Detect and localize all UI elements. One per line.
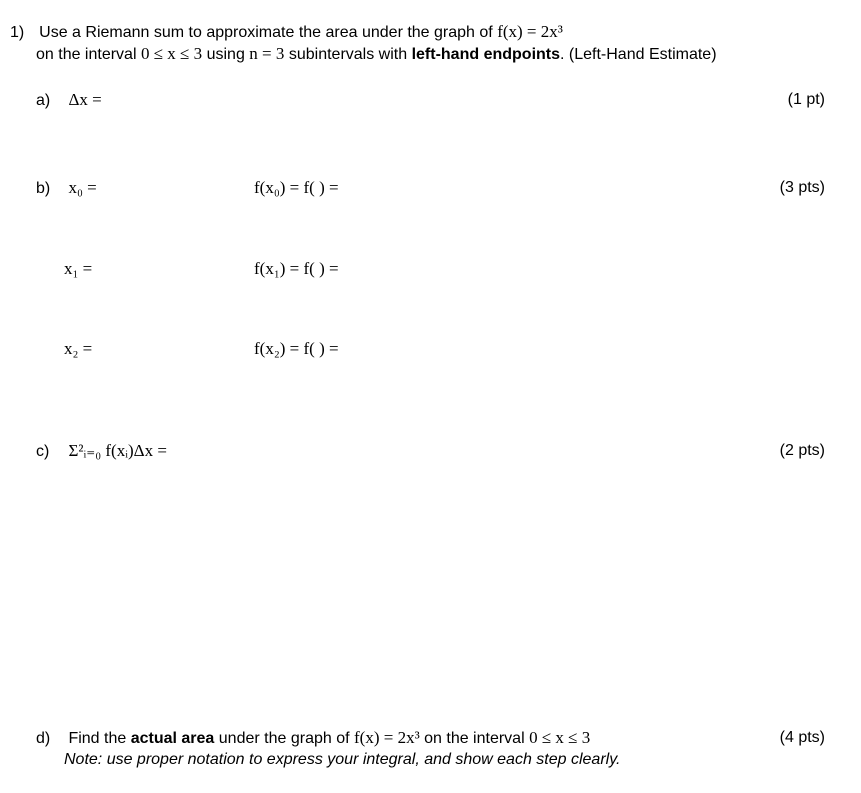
part-b-fx2: f(x₂) = f( ) =: [254, 339, 339, 358]
part-d-label: d): [36, 730, 51, 747]
problem-number: 1): [10, 24, 25, 41]
part-b-x2: x₂ =: [64, 339, 93, 358]
problem-text-2-bold: left-hand endpoints: [411, 46, 561, 63]
part-d-text-pre: Find the: [68, 730, 127, 747]
part-d-function: f(x) = 2x³: [354, 728, 420, 747]
problem-interval: 0 ≤ x ≤ 3: [140, 44, 203, 63]
problem-function: f(x) = 2x³: [497, 22, 563, 41]
part-a-points: (1 pt): [787, 91, 825, 108]
part-c-expr: Σ²ᵢ₌₀ f(xᵢ)Δx =: [68, 441, 167, 460]
part-b-x1: x₁ =: [64, 259, 93, 278]
part-c-label: c): [36, 443, 50, 460]
part-d-text-bold: actual area: [130, 730, 215, 747]
problem-text-2-mid2: subintervals with: [288, 46, 408, 63]
part-b-label: b): [36, 180, 51, 197]
problem-text-2-mid: using: [206, 46, 245, 63]
part-d-line-1: [36, 728, 590, 749]
part-a-label: a): [36, 92, 51, 109]
problem-text-2-post: . (Left-Hand Estimate): [560, 46, 717, 63]
part-d-text-mid: under the graph of: [218, 730, 350, 747]
part-b-fx1: f(x₁) = f( ) =: [254, 259, 339, 278]
problem-text-1: Use a Riemann sum to approximate the area under the graph of: [39, 24, 493, 41]
problem-n: n = 3: [249, 44, 285, 63]
part-b-fx0: f(x₀) = f( ) =: [254, 178, 339, 197]
problem-line-1: [10, 22, 563, 43]
part-d-text-mid2: on the interval: [424, 730, 525, 747]
part-d-note: Note: use proper notation to express your integral, and show each step clearly.: [64, 751, 621, 768]
part-b-points: (3 pts): [779, 179, 825, 196]
problem-line-2: [36, 44, 717, 65]
part-c-points: (2 pts): [779, 442, 825, 459]
part-b-x0: x₀ =: [68, 178, 97, 197]
part-a-expr: Δx =: [68, 90, 102, 109]
problem-text-2-pre: on the interval: [36, 46, 137, 63]
part-c: [36, 441, 167, 462]
part-b-row-0: [36, 178, 97, 199]
part-d-interval: 0 ≤ x ≤ 3: [529, 728, 591, 747]
part-a: [36, 90, 102, 111]
part-d-points: (4 pts): [779, 729, 825, 746]
